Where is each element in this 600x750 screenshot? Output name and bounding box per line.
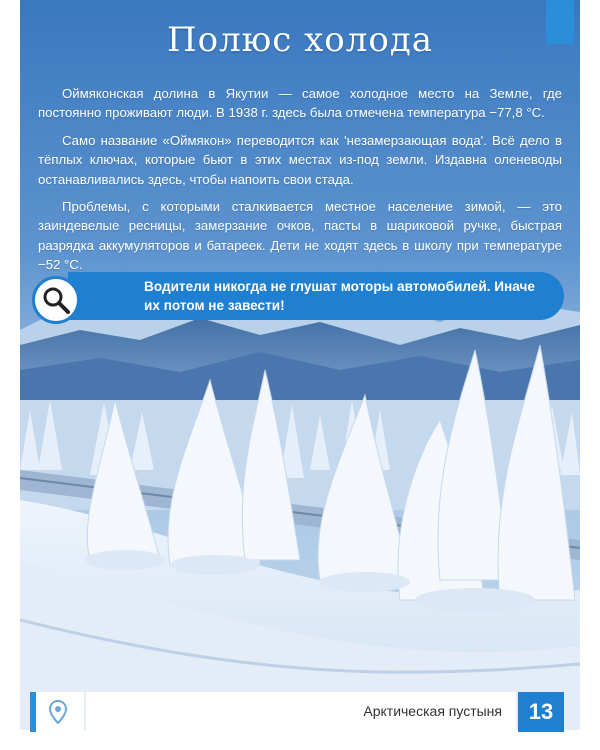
footer-accent [30, 692, 36, 732]
page-footer [20, 692, 580, 732]
body-text [38, 84, 562, 283]
paragraph-1: Оймяконская долина в Якутии — самое холодное место на Земле, где постоянно проживают люди. В 1938 г. здесь была отмечена температура −77,8 °С. [38, 86, 562, 121]
fact-callout [32, 268, 562, 332]
footer-icon-box [30, 692, 84, 732]
section-name: Арктическая пустыня [363, 703, 502, 719]
page-title: Полюс холода [166, 20, 434, 60]
magnifier-icon [32, 276, 80, 324]
paragraph-2: Само название «Оймякон» переводится как 'незамерзающая вода'. Всё дело в тёплых ключах, которые бьют в этих местах из-под земли. Издавна оленеводы останавливались здесь, чтобы напоить свои стада. [38, 132, 562, 187]
paragraph-3: Проблемы, с которыми сталкивается местное население зимой, — это заиндевелые ресницы, замерзание очков, пасты в шариковой ручке, быстрая разрядка аккумуляторов и батареек. Дети не ходят здесь в школу при температуре −52 °С. [38, 199, 562, 273]
page-number: 13 [518, 692, 564, 732]
fact-text: Водители никогда не глушат моторы автомобилей. Иначе их потом не завести! [144, 279, 535, 313]
footer-section-bar [86, 692, 516, 732]
location-pin-icon [48, 700, 68, 724]
